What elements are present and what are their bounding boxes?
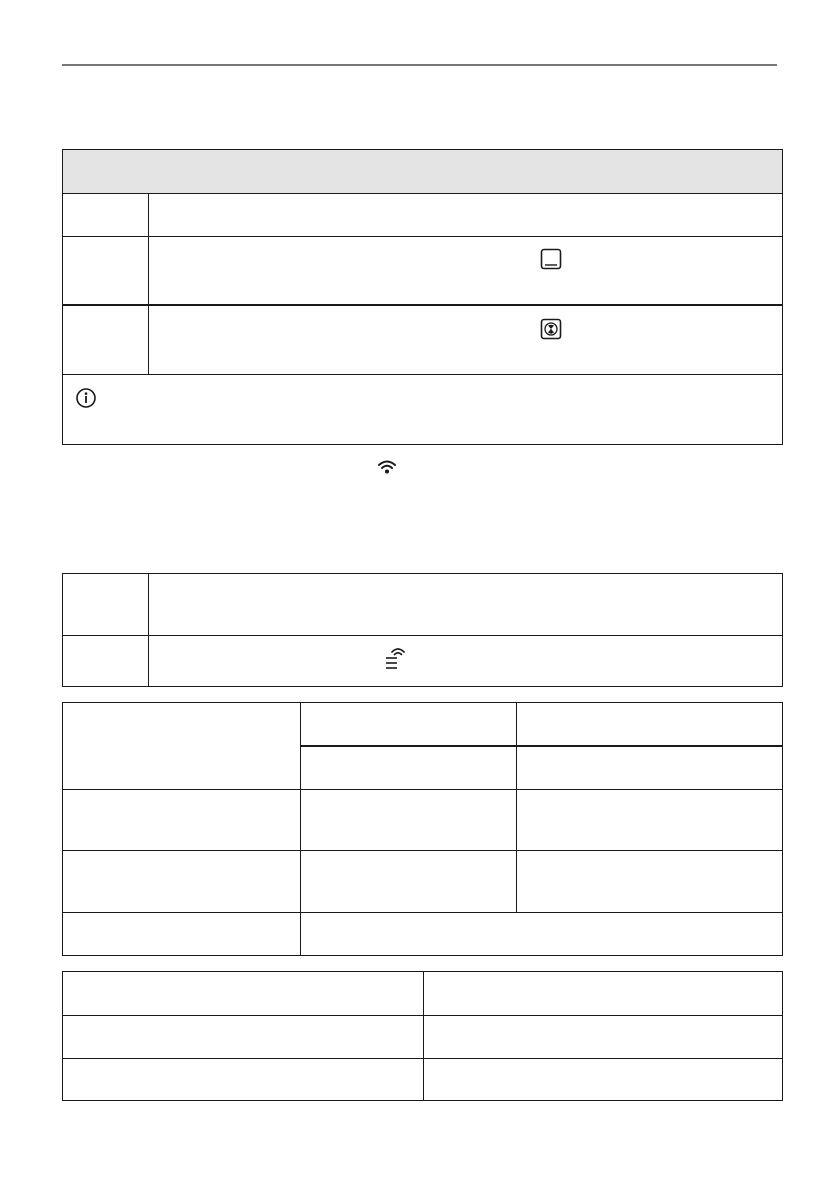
info-icon: [75, 387, 97, 409]
table-divider: [63, 304, 782, 306]
column-divider: [148, 193, 149, 374]
connectivity-table: [62, 573, 783, 687]
table-divider: [63, 850, 782, 851]
table-divider: [63, 193, 782, 194]
column-divider: [300, 703, 301, 955]
table-divider: [63, 635, 782, 636]
program-table-header: [63, 150, 782, 193]
column-divider: [516, 703, 517, 912]
table-divider: [63, 789, 782, 790]
table-divider: [300, 745, 782, 747]
oven-square-icon: [540, 248, 562, 270]
spec-table: [62, 971, 783, 1101]
table-divider: [63, 236, 782, 237]
fan-icon: [540, 318, 562, 340]
wifi-icon: [377, 459, 397, 475]
table-divider: [63, 912, 782, 913]
program-table: [62, 149, 783, 445]
frequency-table: [62, 702, 783, 956]
column-divider: [148, 574, 149, 686]
remote-signal-icon: [384, 646, 406, 672]
table-divider: [63, 374, 782, 375]
column-divider: [423, 972, 424, 1100]
page-header-rule: [62, 64, 777, 66]
